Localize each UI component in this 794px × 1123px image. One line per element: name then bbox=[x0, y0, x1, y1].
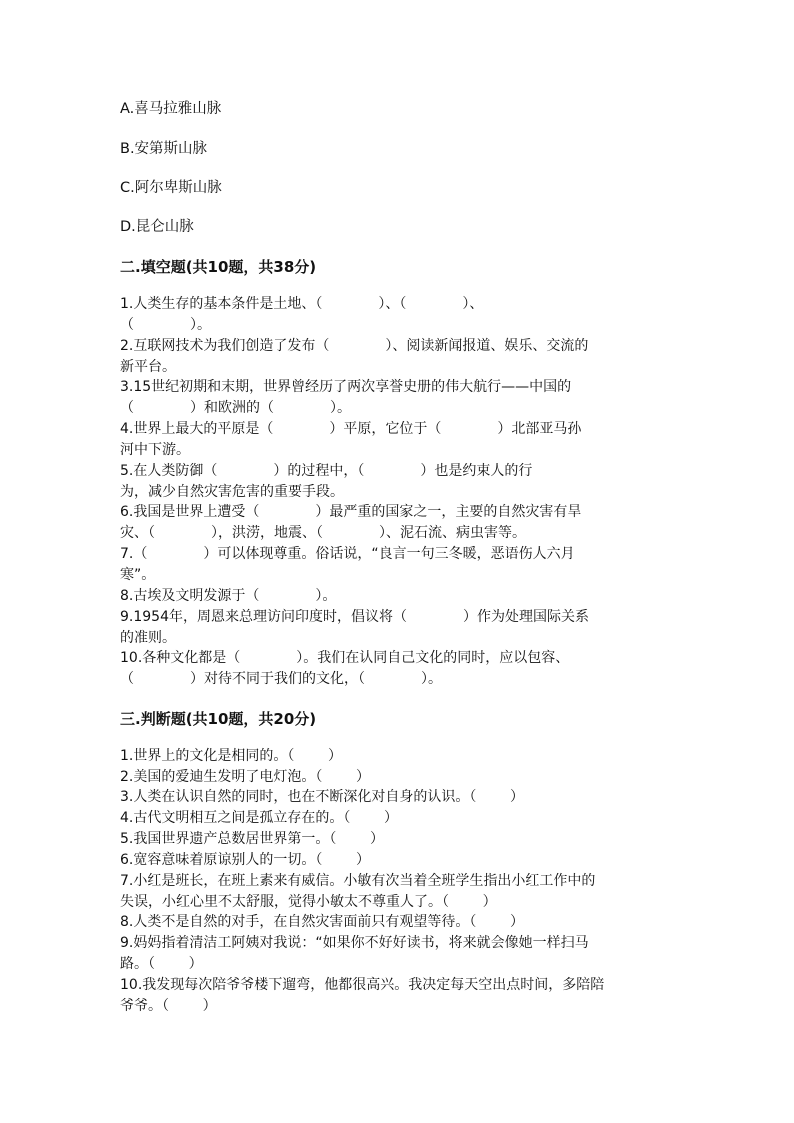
question-line: 10.各种文化都是（ ）。我们在认同自己文化的同时，应以包容、 bbox=[120, 650, 570, 666]
judgement-line: 1.世界上的文化是相同的。（ ） bbox=[120, 748, 342, 764]
question-line: 4.世界上最大的平原是（ ）平原，它位于（ ）北部亚马孙 bbox=[120, 421, 582, 437]
judgement-line: 3.人类在认识自然的同时，也在不断深化对自身的认识。（ ） bbox=[120, 789, 524, 805]
question-line: 河中下游。 bbox=[120, 442, 190, 458]
question-line: 的准则。 bbox=[120, 630, 176, 646]
judgement-line: 8.人类不是自然的对手，在自然灾害面前只有观望等待。（ ） bbox=[120, 914, 524, 930]
judgement-line: 6.宽容意味着原谅别人的一切。（ ） bbox=[120, 852, 370, 868]
judgement-line: 10.我发现每次陪爷爷楼下遛弯，他都很高兴。我决定每天空出点时间，多陪陪 bbox=[120, 977, 605, 993]
question-line: 新平台。 bbox=[120, 359, 176, 375]
judgement-line: 5.我国世界遗产总数居世界第一。（ ） bbox=[120, 831, 384, 847]
judgement-line: 7.小红是班长，在班上素来有威信。小敏有次当着全班学生指出小红工作中的 bbox=[120, 873, 596, 889]
option-d: D.昆仑山脉 bbox=[120, 219, 194, 235]
judgement-line: 4.古代文明相互之间是孤立存在的。（ ） bbox=[120, 810, 398, 826]
judgement-line: 爷爷。（ ） bbox=[120, 998, 217, 1014]
option-b: B.安第斯山脉 bbox=[120, 141, 208, 157]
option-c: C.阿尔卑斯山脉 bbox=[120, 180, 222, 196]
judgement-line: 9.妈妈指着清洁工阿姨对我说：“如果你不好好读书，将来就会像她一样扫马 bbox=[120, 935, 589, 951]
question-line: （ ）和欧洲的（ ）。 bbox=[120, 400, 351, 416]
question-line: 1.人类生存的基本条件是土地、（ ）、（ ）、 bbox=[120, 296, 484, 312]
question-line: 灾、（ ），洪涝，地震、（ ）、泥石流、病虫害等。 bbox=[120, 525, 526, 541]
question-line: 2.互联网技术为我们创造了发布（ ）、阅读新闻报道、娱乐、交流的 bbox=[120, 338, 589, 354]
question-line: 7.（ ）可以体现尊重。俗话说，“良言一句三冬暖，恶语伤人六月 bbox=[120, 546, 575, 562]
question-line: 8.古埃及文明发源于（ ）。 bbox=[120, 588, 337, 604]
question-line: （ ）对待不同于我们的文化，（ ）。 bbox=[120, 671, 442, 687]
option-a: A.喜马拉雅山脉 bbox=[120, 101, 222, 117]
question-line: 5.在人类防御（ ）的过程中，（ ）也是约束人的行 bbox=[120, 463, 533, 479]
judgement-line: 2.美国的爱迪生发明了电灯泡。（ ） bbox=[120, 769, 370, 785]
judgement-line: 路。（ ） bbox=[120, 956, 203, 972]
question-line: 9.1954年，周恩来总理访问印度时，倡议将（ ）作为处理国际关系 bbox=[120, 609, 589, 625]
section-heading-true-false: 三.判断题(共10题，共20分) bbox=[120, 710, 317, 728]
question-line: 3.15世纪初期和末期，世界曾经历了两次享誉史册的伟大航行——中国的 bbox=[120, 379, 572, 395]
section-heading-fill-in: 二.填空题(共10题，共38分) bbox=[120, 258, 317, 276]
judgement-line: 失误，小红心里不太舒服，觉得小敏太不尊重人了。（ ） bbox=[120, 894, 497, 910]
question-line: 为，减少自然灾害危害的重要手段。 bbox=[120, 484, 344, 500]
question-line: 6.我国是世界上遭受（ ）最严重的国家之一，主要的自然灾害有旱 bbox=[120, 504, 582, 520]
question-line: （ ）。 bbox=[120, 317, 211, 333]
question-line: 寒”。 bbox=[120, 567, 156, 583]
